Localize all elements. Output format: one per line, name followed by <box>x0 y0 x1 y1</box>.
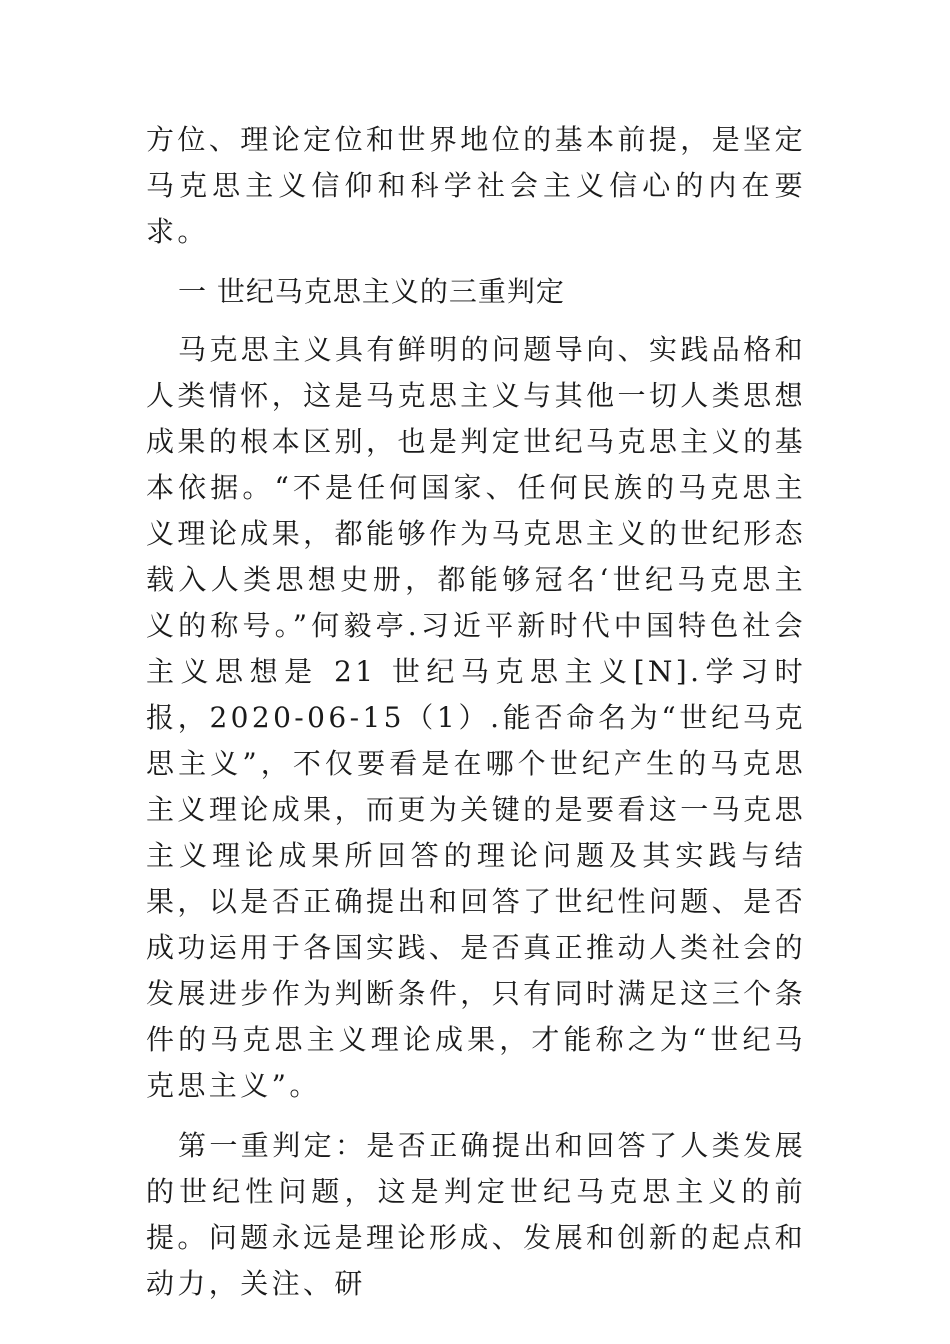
paragraph-gap <box>146 1109 806 1123</box>
paragraph-first-judgment: 第一重判定：是否正确提出和回答了人类发展的世纪性问题，这是判定世纪马克思主义的前提。问题永远是理论形成、发展和创新的起点和动力，关注、研 <box>146 1129 807 1300</box>
section-heading: 一 世纪马克思主义的三重判定 <box>178 275 565 308</box>
paragraph-intro: 方位、理论定位和世界地位的基本前提，是坚定马克思主义信仰和科学社会主义信心的内在要求。 <box>146 123 806 248</box>
document-page <box>146 117 806 1307</box>
paragraph-main: 马克思主义具有鲜明的问题导向、实践品格和人类情怀，这是马克思主义与其他一切人类思想成果的根本区别，也是判定世纪马克思主义的基本依据。“不是任何国家、任何民族的马克思主义理论成果，都能够作为马克思主义的世纪形态载入人类思想史册，都能够冠名‘世纪马克思主义的称号。”何毅亭.习近平新时代中国特色社会主义思想是 21 世纪马克思主义[N].学习时报，2020-06-15（1）.能否命名为“世纪马克思主义”，不仅要看是在哪个世纪产生的马克思主义理论成果，而更为关键的是要看这一马克思主义理论成果所回答的理论问题及其实践与结果，以是否正确提出和回答了世纪性问题、是否成功运用于各国实践、是否真正推动人类社会的发展进步作为判断条件，只有同时满足这三个条件的马克思主义理论成果，才能称之为“世纪马克思主义”。 <box>146 333 807 1102</box>
